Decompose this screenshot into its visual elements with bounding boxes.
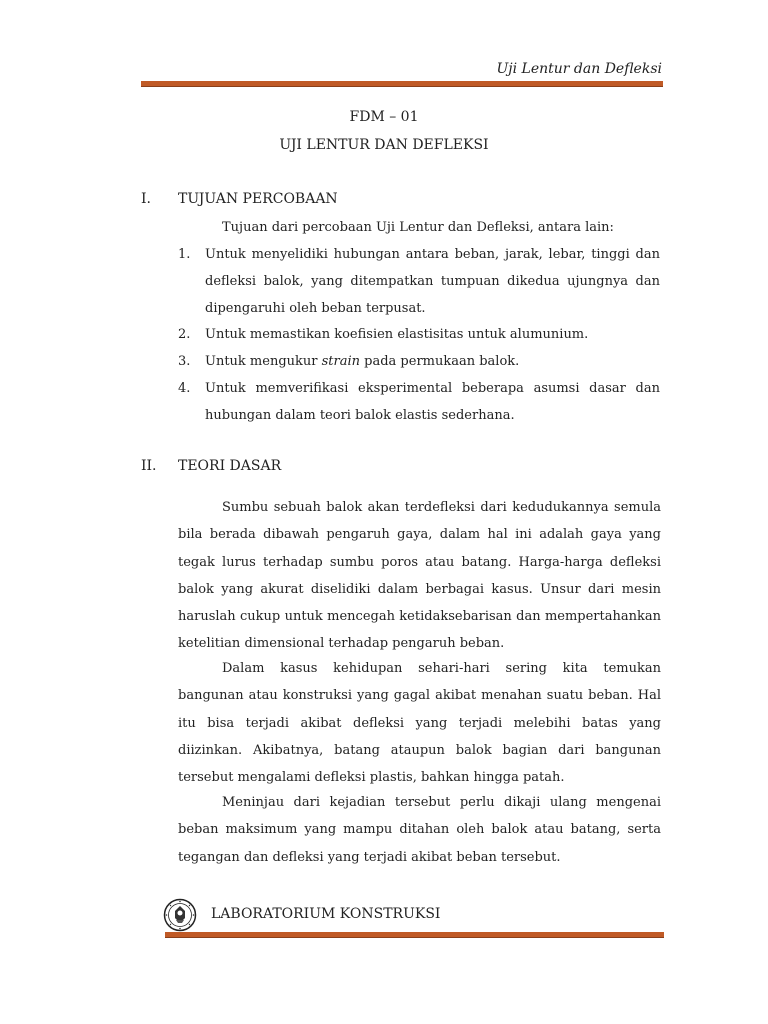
section-title: TUJUAN PERCOBAAN	[178, 191, 338, 207]
list-item-text: Untuk menyelidiki hubungan antara beban, jarak, lebar, tinggi dan defleksi balok, yang ditempatkan tumpuan dikedua ujungnya dan dipengaruhi oleh beban terpusat.	[205, 247, 660, 316]
list-item-text	[205, 348, 660, 375]
list-item-number: 2.	[178, 327, 191, 342]
list-item-number: 1.	[178, 247, 191, 262]
body-paragraph: Sumbu sebuah balok akan terdefleksi dari kedudukannya semula bila berada dibawah pengaruh gaya, dalam hal ini adalah gaya yang tegak lurus terhadap sumbu poros atau batang. Harga-harga defleksi balok yang akurat diselidiki dalam berbagai kasus. Unsur dari mesin haruslah cukup untuk mencegah ketidaksebarisan dan mempertahankan ketelitian dimensional terhadap pengaruh beban.	[178, 500, 661, 652]
section-number: II.	[141, 458, 157, 474]
section-title: TEORI DASAR	[178, 458, 282, 474]
running-header-title: Uji Lentur dan Defleksi	[496, 61, 662, 77]
list-item-number: 4.	[178, 381, 191, 396]
header-rule	[141, 81, 663, 87]
section-intro: Tujuan dari percobaan Uji Lentur dan Defleksi, antara lain:	[222, 220, 614, 235]
list-item-text: Untuk memverifikasi eksperimental beberapa asumsi dasar dan hubungan dalam teori balok elastis sederhana.	[205, 381, 660, 423]
section-number: I.	[141, 191, 151, 207]
list-item-text-part: pada permukaan balok.	[360, 354, 520, 369]
body-paragraph: Meninjau dari kejadian tersebut perlu dikaji ulang mengenai beban maksimum yang mampu ditahan oleh balok atau batang, serta tegangan dan defleksi yang terjadi akibat beban tersebut.	[178, 795, 661, 865]
italic-term: strain	[321, 354, 361, 369]
document-title: UJI LENTUR DAN DEFLEKSI	[279, 137, 489, 153]
body-paragraph: Dalam kasus kehidupan sehari-hari sering kita temukan bangunan atau konstruksi yang gagal akibat menahan suatu beban. Hal itu bisa terjadi akibat defleksi yang terjadi melebihi batas yang diizinkan. Akibatnya, batang ataupun balok bagian dari bangunan tersebut mengalami defleksi plastis, bahkan hingga patah.	[178, 661, 661, 786]
footer-lab-name: LABORATORIUM KONSTRUKSI	[211, 906, 441, 922]
list-item-text-part: Untuk mengukur	[205, 354, 322, 369]
footer-rule	[165, 932, 664, 938]
list-item-number: 3.	[178, 354, 191, 369]
document-code: FDM – 01	[349, 109, 419, 125]
university-seal-icon	[163, 898, 197, 932]
list-item-text: Untuk memastikan koefisien elastisitas untuk alumunium.	[205, 327, 589, 342]
